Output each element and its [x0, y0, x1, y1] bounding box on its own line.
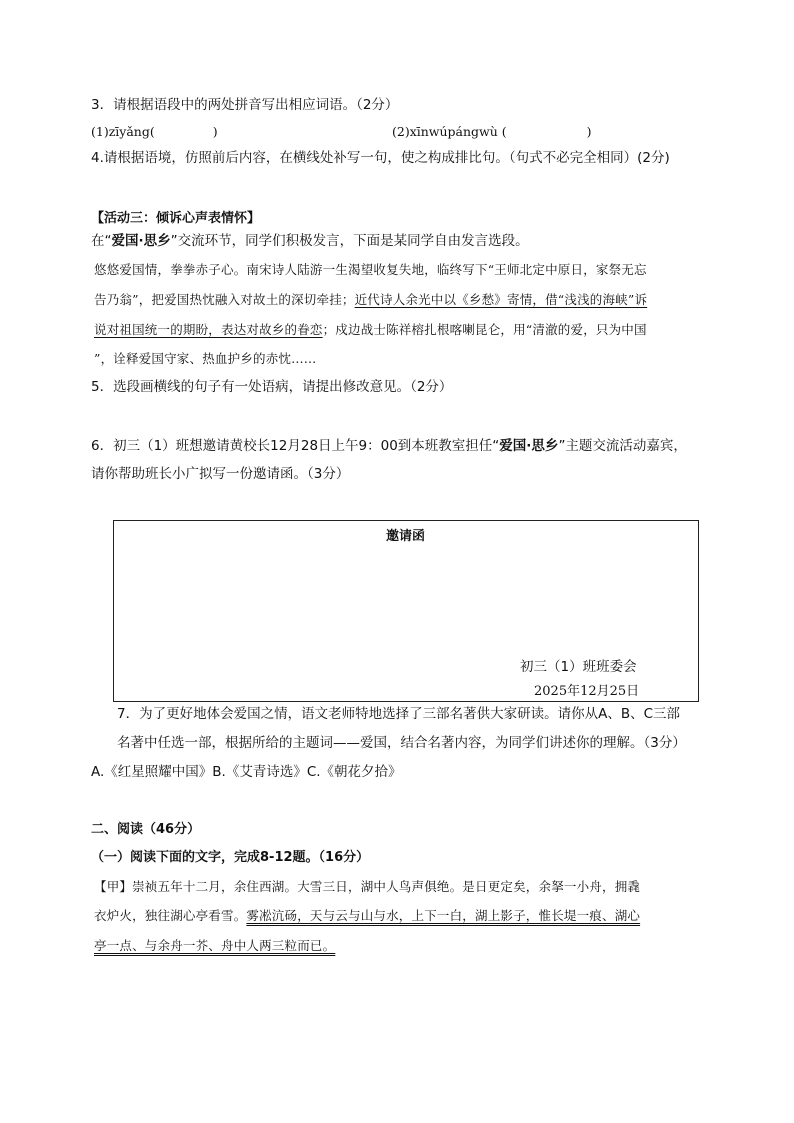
passage-line-3b: ；戍边战士陈祥榕扎根喀喇昆仑，用“清澈的爱，只为中国 — [322, 322, 647, 337]
jia-line-2 — [94, 906, 640, 926]
passage-line-2 — [94, 290, 647, 310]
q6-line1-after: ”主题交流活动嘉宾， — [558, 438, 687, 454]
q7-line-2: 名著中任选一部，根据所给的主题词——爱国，结合名著内容，为同学们讲述你的理解。（3分） — [117, 735, 686, 751]
q4-question: 4.请根据语境，仿照前后内容，在横线处补写一句，使之构成排比句。（句式不必完全相同）(2分) — [91, 150, 670, 166]
passage-underlined-2b: 近代诗人余光中以《乡愁》寄情，借“浅浅的海峡”诉 — [354, 292, 648, 307]
q6-line-2: 请你帮助班长小广拟写一份邀请函。（3分） — [91, 466, 350, 482]
invitation-title: 邀请函 — [386, 529, 426, 544]
passage-line-2a: 告乃翁”，把爱国热忱融入对故土的深切牵挂； — [94, 292, 355, 307]
jia-underlined-2b: 雾凇沆砀，天与云与山与水，上下一白，湖上影子，惟长堤一痕、湖心 — [246, 908, 641, 923]
jia-line-2a: 衣炉火，独往湖心亭看雪。 — [94, 908, 247, 923]
invitation-signer: 初三（1）班班委会 — [520, 659, 637, 675]
q6-line-1 — [91, 436, 687, 456]
passage-line-4: ”，诠释爱国守家、热血护乡的赤忱…… — [94, 351, 317, 366]
q3-blank2-label: (2)xīnwúpángwù ( — [392, 124, 507, 139]
q5-question: 5．选段画横线的句子有一处语病，请提出修改意见。（2分） — [91, 379, 453, 395]
jia-line-3 — [94, 936, 335, 956]
activity3-intro-before: 在“ — [91, 233, 112, 249]
jia-underlined-3: 亭一点、与余舟一芥、舟中人两三粒而已。 — [94, 938, 336, 953]
q3-blank2-close: ) — [586, 124, 592, 139]
section2-sub-heading: （一）阅读下面的文字，完成8-12题。（16分） — [91, 850, 370, 865]
q6-line1-bold: 爱国·思乡 — [499, 438, 559, 454]
passage-line-3 — [94, 320, 647, 340]
q3-question: 3．请根据语段中的两处拼音写出相应词语。（2分） — [91, 97, 399, 113]
passage-line-1: 悠悠爱国情，拳拳赤子心。南宋诗人陆游一生渴望收复失地，临终写下“王师北定中原日，家祭无忘 — [94, 262, 647, 277]
invitation-answer-box[interactable] — [113, 520, 699, 702]
q3-blank2 — [392, 122, 592, 142]
q3-blank1 — [91, 122, 218, 142]
activity3-intro — [91, 231, 529, 251]
jia-line-1: 【甲】崇祯五年十二月，余住西湖。大雪三日，湖中人鸟声俱绝。是日更定矣，余拏一小舟，拥毳 — [94, 879, 641, 894]
q3-blank1-label: (1)zīyǎng( — [91, 124, 155, 139]
q7-line-1: 7．为了更好地体会爱国之情，语文老师特地选择了三部名著供大家研读。请你从A、B、C三部 — [117, 706, 681, 722]
q7-options: A.《红星照耀中国》B.《艾青诗选》C.《朝花夕拾》 — [91, 764, 402, 780]
q3-blank1-close: ) — [212, 124, 218, 139]
activity3-intro-bold: 爱国·思乡 — [111, 233, 171, 249]
activity3-intro-after: ”交流环节，同学们积极发言，下面是某同学自由发言选段。 — [170, 233, 529, 249]
passage-underlined-3a: 说对祖国统一的期盼，表达对故乡的眷恋 — [94, 322, 323, 337]
section2-heading: 二、阅读（46分） — [91, 822, 201, 837]
q6-line1-before: 6．初三（1）班想邀请黄校长12月28日上午9：00到本班教室担任“ — [91, 438, 500, 454]
invitation-date: 2025年12月25日 — [534, 684, 640, 699]
activity3-heading: 【活动三：倾诉心声表情怀】 — [91, 211, 261, 226]
